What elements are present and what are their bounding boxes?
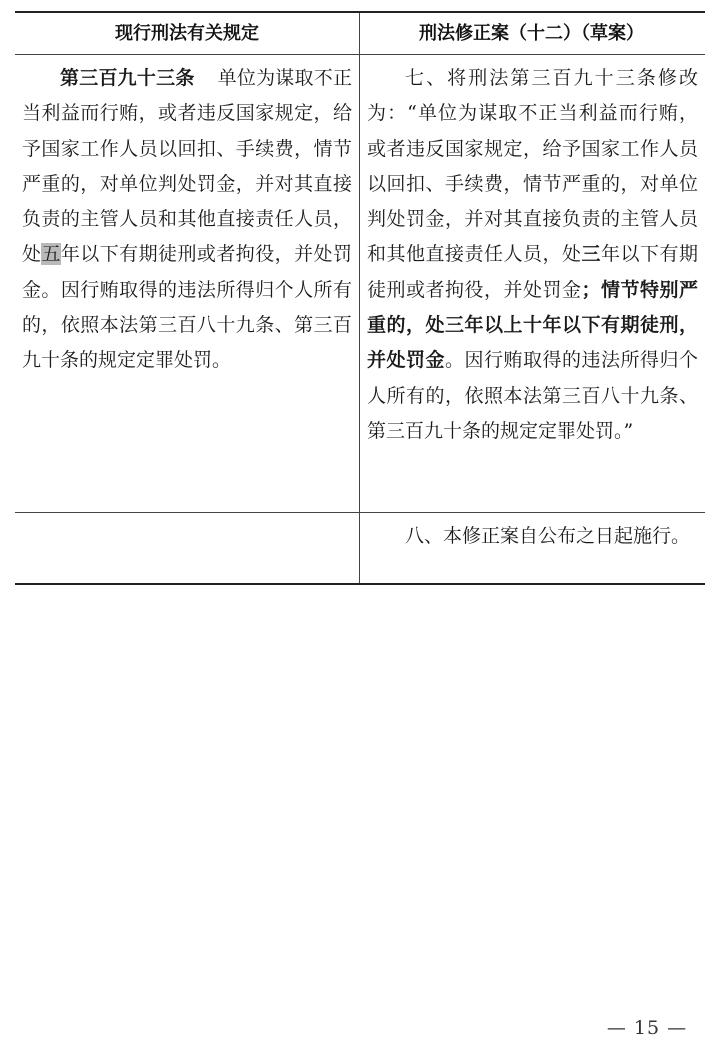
article-text-after: 年以下有期徒刑或者拘役，并处罚金。因行贿取得的违法所得归个人所有的，依照本法第三百八十九条、第三百九十条的规定定罪处罚。 xyxy=(22,243,352,372)
amendment-bold-three: 三 xyxy=(581,243,601,266)
highlighted-term-five: 五 xyxy=(41,243,61,266)
column-divider xyxy=(359,13,360,583)
header-current-law: 现行刑法有关规定 xyxy=(115,23,259,44)
amendment-bold-clause: ；情节特别严重的，处三年以上十年以下有期徒刑，并处罚金 xyxy=(367,278,698,372)
page-number: — 15 — xyxy=(606,1017,688,1039)
row-divider xyxy=(15,512,705,513)
article-title: 第三百九十三条 xyxy=(60,67,195,89)
header-divider xyxy=(15,54,705,55)
cell-amendment-item-8: 八、本修正案自公布之日起施行。 xyxy=(405,525,691,547)
amendment-text-after: 。因行贿取得的违法所得归个人所有的，依照本法第三百八十九条、第三百九十条的规定定罪处罚。” xyxy=(367,349,698,442)
cell-current-article-393 xyxy=(22,61,352,379)
comparison-table xyxy=(15,11,705,585)
article-text-before: 单位为谋取不正当利益而行贿，或者违反国家规定，给予国家工作人员以回扣、手续费，情节严重的，对单位判处罚金，并对其直接负责的主管人员和其他直接责任人员，处 xyxy=(22,67,352,266)
amendment-text-middle: 年以下有期徒刑或者拘役，并处罚金 xyxy=(367,243,698,301)
header-amendment-draft: 刑法修正案（十二）（草案） xyxy=(419,23,644,44)
amendment-text-before: 七、将刑法第三百九十三条修改为：“单位为谋取不正当利益而行贿，或者违反国家规定，给予国家工作人员以回扣、手续费，情节严重的，对单位判处罚金，并对其直接负责的主管人员和其他直接责任人员，处 xyxy=(367,67,698,266)
cell-amendment-item-7 xyxy=(367,61,698,449)
